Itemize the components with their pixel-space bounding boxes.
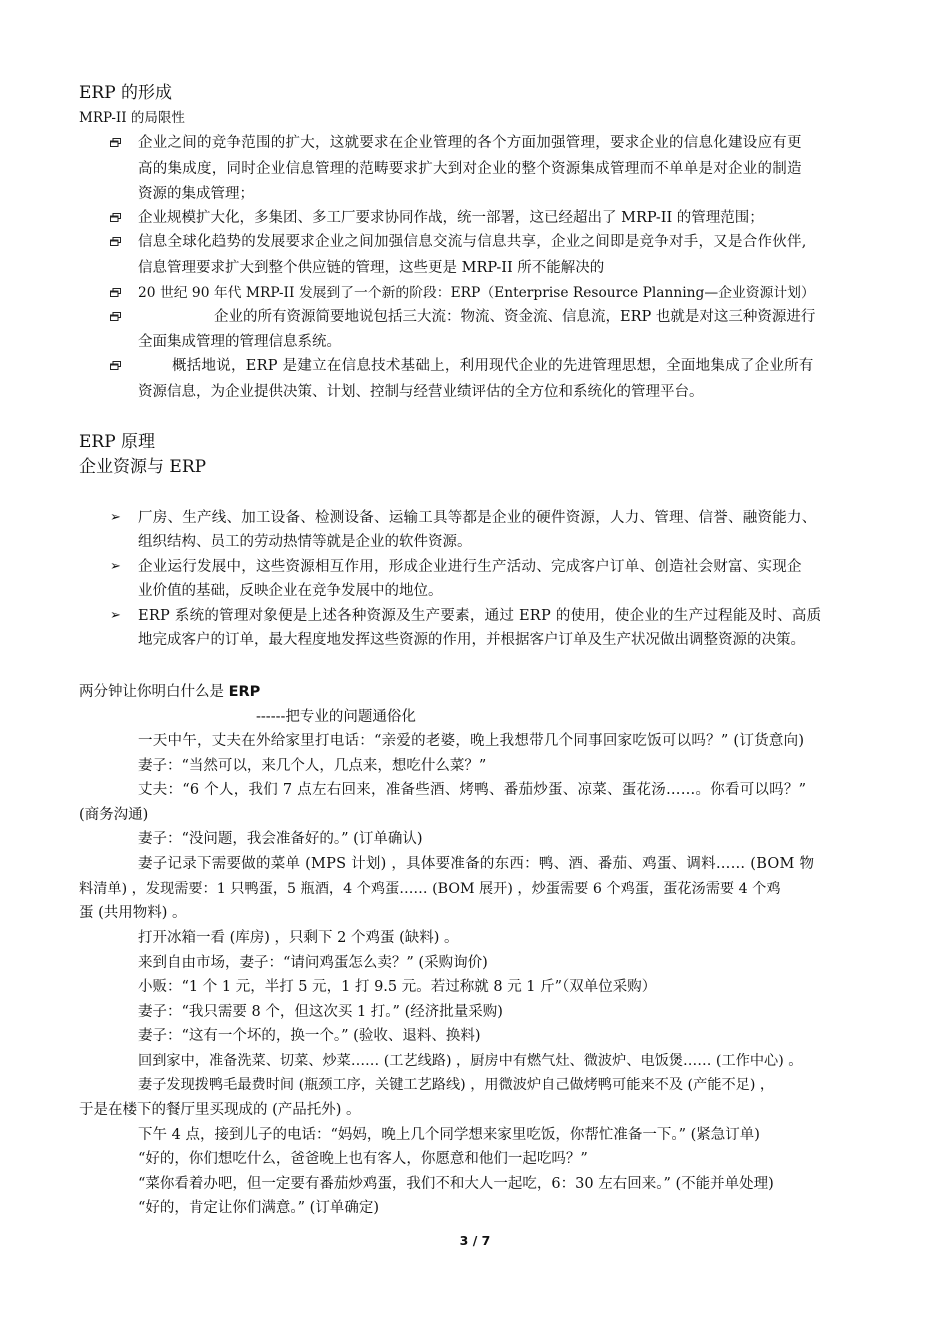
bullet-text: 信息管理要求扩大到整个供应链的管理，这些更是 MRP-II 所不能解决的: [138, 260, 605, 276]
story-paragraph-line: 下午 4 点，接到儿子的电话：“妈妈，晚上几个同学想来家里吃饭，你帮忙准备一下。” (紧急订单): [138, 1127, 760, 1143]
story-paragraph-line: 来到自由市场，妻子：“请问鸡蛋怎么卖？” (采购询价): [138, 955, 488, 971]
story-paragraph-line: (商务沟通): [79, 807, 149, 823]
arrow-bullet-icon: ➢: [110, 608, 121, 623]
subsection-title-enterprise-resources: 企业资源与 ERP: [79, 457, 207, 477]
story-paragraph-line: 蛋 (共用物料) 。: [79, 905, 187, 921]
bullet-text: 业价值的基础，反映企业在竞争发展中的地位。: [138, 583, 443, 599]
window-bullet-icon: [110, 288, 121, 297]
page-number: 3 / 7: [459, 1233, 491, 1248]
story-paragraph-line: 妻子：“当然可以，来几个人，几点来，想吃什么菜？”: [138, 758, 487, 774]
story-paragraph-line: 妻子：“我只需要 8 个，但这次买 1 打。” (经济批量采购): [138, 1004, 503, 1020]
story-paragraph-line: 妻子：“没问题，我会准备好的。” (订单确认): [138, 831, 423, 847]
section-title-erp-formation: ERP 的形成: [79, 83, 173, 103]
arrow-bullet-icon: ➢: [110, 559, 121, 574]
bullet-text: 概括地说，ERP 是建立在信息技术基础上，利用现代企业的先进管理思想，全面地集成了企业所有: [172, 358, 814, 374]
bullet-text: 企业规模扩大化，多集团、多工厂要求协同作战，统一部署，这已经超出了 MRP-II 的管理范围；: [138, 210, 764, 226]
story-paragraph-line: 回到家中，准备洗菜、切菜、炒菜…… (工艺线路) ，厨房中有燃气灶、微波炉、电饭煲…… (工作中心) 。: [138, 1053, 803, 1069]
story-title: [79, 682, 260, 702]
story-title-erp: ERP: [228, 684, 261, 700]
story-subtitle: ------把专业的问题通俗化: [256, 709, 416, 725]
window-bullet-icon: [110, 312, 121, 321]
story-paragraph-line: “菜你看着办吧，但一定要有番茄炒鸡蛋，我们不和大人一起吃，6：30 左右回来。” (不能并单处理): [138, 1176, 774, 1192]
story-title-text: 两分钟让你明白什么是: [79, 684, 229, 700]
story-paragraph-line: 一天中午，丈夫在外给家里打电话：“亲爱的老婆，晚上我想带几个同事回家吃饭可以吗？” (订货意向): [138, 733, 805, 749]
arrow-bullet-icon: ➢: [110, 510, 121, 525]
subsection-title-mrp-limits: MRP-II 的局限性: [79, 110, 185, 126]
bullet-text: 企业运行发展中，这些资源相互作用，形成企业进行生产活动、完成客户订单、创造社会财富、实现企: [138, 559, 802, 575]
story-paragraph-line: 妻子记录下需要做的菜单 (MPS 计划) ，具体要准备的东西：鸭、酒、番茄、鸡蛋、调料…… (BOM 物: [138, 856, 815, 872]
bullet-text: 信息全球化趋势的发展要求企业之间加强信息交流与信息共享，企业之间即是竞争对手，又是合作伙伴,: [138, 234, 807, 250]
bullet-text: 资源的集成管理；: [138, 186, 254, 202]
bullet-text: 地完成客户的订单，最大程度地发挥这些资源的作用，并根据客户订单及生产状况做出调整资源的决策。: [138, 632, 805, 648]
bullet-text: 企业的所有资源简要地说包括三大流：物流、资金流、信息流，ERP 也就是对这三种资源进行: [214, 309, 816, 325]
story-paragraph-line: 妻子发现拨鸭毛最费时间 (瓶颈工序，关键工艺路线) ，用微波炉自己做烤鸭可能来不及 (产能不足) ，: [138, 1077, 775, 1093]
window-bullet-icon: [110, 361, 121, 370]
bullet-text: 组织结构、员工的劳动热情等就是企业的软件资源。: [138, 534, 472, 550]
window-bullet-icon: [110, 213, 121, 222]
story-paragraph-line: 打开冰箱一看 (库房) ，只剩下 2 个鸡蛋 (缺料) 。: [138, 930, 459, 946]
story-paragraph-line: 丈夫：“6 个人，我们 7 点左右回来，准备些酒、烤鸭、番茄炒蛋、凉菜、蛋花汤……。你看可以吗？”: [138, 782, 807, 798]
story-paragraph-line: “好的，你们想吃什么，爸爸晚上也有客人，你愿意和他们一起吃吗？”: [138, 1151, 588, 1167]
bullet-text: 全面集成管理的管理信息系统。: [138, 334, 341, 350]
window-bullet-icon: [110, 237, 121, 246]
story-paragraph-line: 小贩：“1 个 1 元，半打 5 元，1 打 9.5 元。若过称就 8 元 1 斤”（双单位采购）: [138, 979, 657, 995]
bullet-text: 20 世纪 90 年代 MRP-II 发展到了一个新的阶段：ERP（Enterprise Resource Planning—企业资源计划）: [138, 285, 815, 301]
section-title-erp-principle: ERP 原理: [79, 432, 156, 452]
bullet-text: 企业之间的竞争范围的扩大，这就要求在企业管理的各个方面加强管理，要求企业的信息化建设应有更: [138, 135, 802, 151]
story-paragraph-line: 妻子：“这有一个坏的，换一个。” (验收、退料、换料): [138, 1028, 481, 1044]
bullet-text: 厂房、生产线、加工设备、检测设备、运输工具等都是企业的硬件资源，人力、管理、信誉、融资能力、: [138, 510, 817, 526]
story-paragraph-line: “好的，肯定让你们满意。” (订单确定): [138, 1200, 379, 1216]
story-paragraph-line: 于是在楼下的餐厅里买现成的 (产品托外) 。: [79, 1102, 361, 1118]
bullet-text: 资源信息，为企业提供决策、计划、控制与经营业绩评估的全方位和系统化的管理平台。: [138, 384, 704, 400]
bullet-text: ERP 系统的管理对象便是上述各种资源及生产要素，通过 ERP 的使用，使企业的生产过程能及时、高质: [138, 608, 822, 624]
window-bullet-icon: [110, 138, 121, 147]
bullet-text: 高的集成度，同时企业信息管理的范畴要求扩大到对企业的整个资源集成管理而不单单是对企业的制造: [138, 161, 802, 177]
story-paragraph-line: 料清单) ，发现需要：1 只鸭蛋，5 瓶酒，4 个鸡蛋…… (BOM 展开) ，炒蛋需要 6 个鸡蛋，蛋花汤需要 4 个鸡: [79, 881, 781, 897]
